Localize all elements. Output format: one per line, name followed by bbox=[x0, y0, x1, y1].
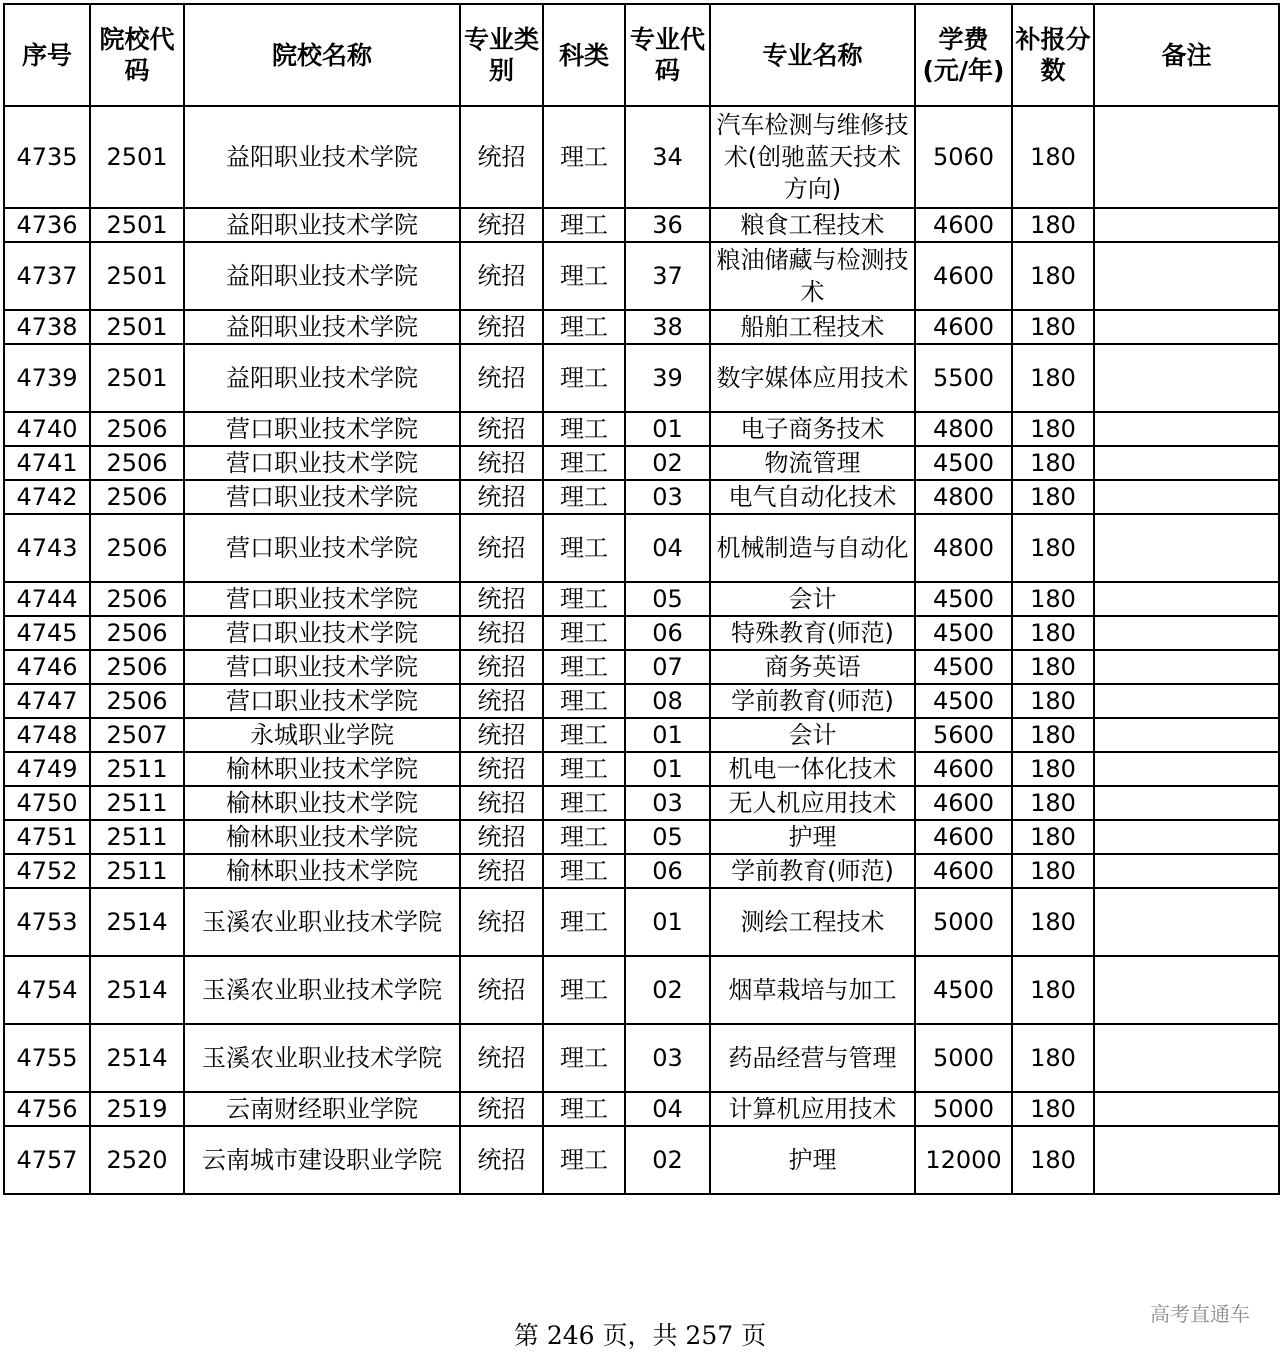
cell-tuition: 4500 bbox=[915, 684, 1012, 718]
cell-score: 180 bbox=[1012, 718, 1094, 752]
header-remarks: 备注 bbox=[1094, 4, 1279, 106]
cell-school-code: 2511 bbox=[90, 854, 184, 888]
cell-remarks bbox=[1094, 1126, 1279, 1194]
cell-major-code: 01 bbox=[625, 888, 710, 956]
cell-remarks bbox=[1094, 514, 1279, 582]
cell-major-code: 06 bbox=[625, 854, 710, 888]
cell-remarks bbox=[1094, 718, 1279, 752]
cell-tuition: 5000 bbox=[915, 1092, 1012, 1126]
cell-tuition: 12000 bbox=[915, 1126, 1012, 1194]
cell-major-name: 粮油储藏与检测技术 bbox=[710, 242, 915, 310]
table-row bbox=[4, 888, 1279, 956]
cell-school-code: 2506 bbox=[90, 480, 184, 514]
cell-index: 4754 bbox=[4, 956, 90, 1024]
table-row bbox=[4, 412, 1279, 446]
table-row bbox=[4, 1024, 1279, 1092]
cell-school-name: 营口职业技术学院 bbox=[184, 412, 460, 446]
cell-major-code: 01 bbox=[625, 718, 710, 752]
cell-subject: 理工 bbox=[543, 514, 625, 582]
cell-subject: 理工 bbox=[543, 106, 625, 208]
cell-subject: 理工 bbox=[543, 242, 625, 310]
cell-tuition: 4500 bbox=[915, 616, 1012, 650]
cell-subject: 理工 bbox=[543, 208, 625, 242]
cell-subject: 理工 bbox=[543, 650, 625, 684]
cell-major-name: 物流管理 bbox=[710, 446, 915, 480]
cell-index: 4742 bbox=[4, 480, 90, 514]
cell-index: 4739 bbox=[4, 344, 90, 412]
cell-subject: 理工 bbox=[543, 446, 625, 480]
cell-subject: 理工 bbox=[543, 344, 625, 412]
cell-school-code: 2511 bbox=[90, 786, 184, 820]
header-major-code: 专业代码 bbox=[625, 4, 710, 106]
cell-major-type: 统招 bbox=[460, 480, 543, 514]
cell-major-name: 机电一体化技术 bbox=[710, 752, 915, 786]
table-row bbox=[4, 854, 1279, 888]
cell-index: 4735 bbox=[4, 106, 90, 208]
cell-score: 180 bbox=[1012, 480, 1094, 514]
cell-score: 180 bbox=[1012, 888, 1094, 956]
cell-score: 180 bbox=[1012, 956, 1094, 1024]
cell-school-code: 2506 bbox=[90, 446, 184, 480]
cell-school-code: 2514 bbox=[90, 888, 184, 956]
table-row bbox=[4, 718, 1279, 752]
cell-score: 180 bbox=[1012, 616, 1094, 650]
cell-index: 4750 bbox=[4, 786, 90, 820]
cell-major-code: 38 bbox=[625, 310, 710, 344]
cell-subject: 理工 bbox=[543, 888, 625, 956]
cell-major-type: 统招 bbox=[460, 854, 543, 888]
cell-remarks bbox=[1094, 752, 1279, 786]
cell-major-code: 04 bbox=[625, 514, 710, 582]
cell-major-type: 统招 bbox=[460, 888, 543, 956]
cell-school-code: 2511 bbox=[90, 752, 184, 786]
cell-school-code: 2501 bbox=[90, 208, 184, 242]
cell-tuition: 4600 bbox=[915, 752, 1012, 786]
cell-remarks bbox=[1094, 242, 1279, 310]
table-row bbox=[4, 616, 1279, 650]
cell-remarks bbox=[1094, 786, 1279, 820]
cell-major-type: 统招 bbox=[460, 616, 543, 650]
cell-major-type: 统招 bbox=[460, 1024, 543, 1092]
watermark: 高考直通车 bbox=[1150, 1302, 1250, 1326]
cell-subject: 理工 bbox=[543, 310, 625, 344]
cell-major-code: 37 bbox=[625, 242, 710, 310]
cell-major-type: 统招 bbox=[460, 820, 543, 854]
cell-major-type: 统招 bbox=[460, 106, 543, 208]
cell-remarks bbox=[1094, 684, 1279, 718]
cell-school-name: 玉溪农业职业技术学院 bbox=[184, 888, 460, 956]
cell-tuition: 5000 bbox=[915, 1024, 1012, 1092]
cell-school-code: 2506 bbox=[90, 684, 184, 718]
cell-tuition: 4600 bbox=[915, 786, 1012, 820]
cell-major-name: 护理 bbox=[710, 1126, 915, 1194]
cell-major-type: 统招 bbox=[460, 310, 543, 344]
cell-index: 4740 bbox=[4, 412, 90, 446]
cell-major-type: 统招 bbox=[460, 956, 543, 1024]
cell-major-code: 03 bbox=[625, 786, 710, 820]
cell-major-code: 07 bbox=[625, 650, 710, 684]
cell-index: 4749 bbox=[4, 752, 90, 786]
header-major-type: 专业类别 bbox=[460, 4, 543, 106]
cell-major-type: 统招 bbox=[460, 786, 543, 820]
cell-tuition: 4600 bbox=[915, 242, 1012, 310]
cell-index: 4752 bbox=[4, 854, 90, 888]
cell-tuition: 4600 bbox=[915, 310, 1012, 344]
cell-school-code: 2506 bbox=[90, 514, 184, 582]
table-row bbox=[4, 1092, 1279, 1126]
cell-subject: 理工 bbox=[543, 956, 625, 1024]
cell-major-name: 学前教育(师范) bbox=[710, 684, 915, 718]
cell-tuition: 5500 bbox=[915, 344, 1012, 412]
cell-major-name: 电气自动化技术 bbox=[710, 480, 915, 514]
cell-remarks bbox=[1094, 888, 1279, 956]
table-row bbox=[4, 310, 1279, 344]
header-subject: 科类 bbox=[543, 4, 625, 106]
cell-school-code: 2506 bbox=[90, 650, 184, 684]
cell-score: 180 bbox=[1012, 820, 1094, 854]
cell-major-type: 统招 bbox=[460, 752, 543, 786]
cell-major-code: 04 bbox=[625, 1092, 710, 1126]
cell-school-code: 2514 bbox=[90, 956, 184, 1024]
cell-school-name: 益阳职业技术学院 bbox=[184, 242, 460, 310]
cell-major-type: 统招 bbox=[460, 1092, 543, 1126]
cell-major-name: 船舶工程技术 bbox=[710, 310, 915, 344]
cell-school-name: 营口职业技术学院 bbox=[184, 650, 460, 684]
table-row bbox=[4, 208, 1279, 242]
cell-school-code: 2506 bbox=[90, 616, 184, 650]
cell-major-name: 测绘工程技术 bbox=[710, 888, 915, 956]
cell-subject: 理工 bbox=[543, 854, 625, 888]
cell-school-name: 营口职业技术学院 bbox=[184, 582, 460, 616]
cell-remarks bbox=[1094, 854, 1279, 888]
header-score: 补报分数 bbox=[1012, 4, 1094, 106]
cell-school-name: 永城职业学院 bbox=[184, 718, 460, 752]
header-major-name: 专业名称 bbox=[710, 4, 915, 106]
cell-major-name: 商务英语 bbox=[710, 650, 915, 684]
cell-major-code: 08 bbox=[625, 684, 710, 718]
cell-school-name: 榆林职业技术学院 bbox=[184, 752, 460, 786]
cell-index: 4748 bbox=[4, 718, 90, 752]
cell-major-code: 03 bbox=[625, 1024, 710, 1092]
cell-school-name: 云南城市建设职业学院 bbox=[184, 1126, 460, 1194]
table-row bbox=[4, 242, 1279, 310]
cell-score: 180 bbox=[1012, 752, 1094, 786]
cell-score: 180 bbox=[1012, 1092, 1094, 1126]
cell-score: 180 bbox=[1012, 582, 1094, 616]
cell-major-name: 学前教育(师范) bbox=[710, 854, 915, 888]
table-row bbox=[4, 344, 1279, 412]
cell-major-type: 统招 bbox=[460, 650, 543, 684]
cell-index: 4745 bbox=[4, 616, 90, 650]
page-footer: 第 246 页，共 257 页 bbox=[513, 1321, 767, 1350]
cell-index: 4751 bbox=[4, 820, 90, 854]
cell-major-type: 统招 bbox=[460, 412, 543, 446]
table-row bbox=[4, 684, 1279, 718]
cell-major-name: 会计 bbox=[710, 582, 915, 616]
cell-school-name: 榆林职业技术学院 bbox=[184, 786, 460, 820]
cell-school-code: 2506 bbox=[90, 412, 184, 446]
cell-major-name: 会计 bbox=[710, 718, 915, 752]
cell-index: 4738 bbox=[4, 310, 90, 344]
cell-school-code: 2501 bbox=[90, 106, 184, 208]
cell-remarks bbox=[1094, 310, 1279, 344]
cell-remarks bbox=[1094, 1092, 1279, 1126]
cell-major-type: 统招 bbox=[460, 514, 543, 582]
cell-school-name: 营口职业技术学院 bbox=[184, 446, 460, 480]
cell-major-type: 统招 bbox=[460, 242, 543, 310]
cell-tuition: 4600 bbox=[915, 820, 1012, 854]
cell-remarks bbox=[1094, 208, 1279, 242]
cell-school-name: 玉溪农业职业技术学院 bbox=[184, 1024, 460, 1092]
cell-index: 4755 bbox=[4, 1024, 90, 1092]
cell-index: 4756 bbox=[4, 1092, 90, 1126]
cell-major-name: 无人机应用技术 bbox=[710, 786, 915, 820]
cell-index: 4741 bbox=[4, 446, 90, 480]
cell-remarks bbox=[1094, 412, 1279, 446]
cell-major-type: 统招 bbox=[460, 344, 543, 412]
cell-major-code: 02 bbox=[625, 446, 710, 480]
cell-subject: 理工 bbox=[543, 718, 625, 752]
cell-remarks bbox=[1094, 820, 1279, 854]
header-tuition: 学费(元/年) bbox=[915, 4, 1012, 106]
cell-school-code: 2511 bbox=[90, 820, 184, 854]
cell-score: 180 bbox=[1012, 446, 1094, 480]
cell-major-code: 05 bbox=[625, 820, 710, 854]
cell-score: 180 bbox=[1012, 344, 1094, 412]
cell-major-name: 汽车检测与维修技术(创驰蓝天技术方向) bbox=[710, 106, 915, 208]
cell-remarks bbox=[1094, 1024, 1279, 1092]
cell-major-code: 34 bbox=[625, 106, 710, 208]
cell-school-code: 2520 bbox=[90, 1126, 184, 1194]
cell-score: 180 bbox=[1012, 310, 1094, 344]
cell-remarks bbox=[1094, 650, 1279, 684]
cell-major-code: 06 bbox=[625, 616, 710, 650]
cell-index: 4743 bbox=[4, 514, 90, 582]
cell-tuition: 5600 bbox=[915, 718, 1012, 752]
cell-school-name: 营口职业技术学院 bbox=[184, 616, 460, 650]
cell-school-name: 玉溪农业职业技术学院 bbox=[184, 956, 460, 1024]
cell-major-name: 数字媒体应用技术 bbox=[710, 344, 915, 412]
cell-index: 4746 bbox=[4, 650, 90, 684]
cell-major-code: 39 bbox=[625, 344, 710, 412]
cell-index: 4747 bbox=[4, 684, 90, 718]
cell-school-name: 益阳职业技术学院 bbox=[184, 106, 460, 208]
cell-major-name: 护理 bbox=[710, 820, 915, 854]
cell-tuition: 4500 bbox=[915, 446, 1012, 480]
cell-school-code: 2501 bbox=[90, 242, 184, 310]
cell-school-name: 榆林职业技术学院 bbox=[184, 854, 460, 888]
table-row bbox=[4, 956, 1279, 1024]
cell-index: 4737 bbox=[4, 242, 90, 310]
cell-score: 180 bbox=[1012, 786, 1094, 820]
table-row bbox=[4, 106, 1279, 208]
cell-school-name: 益阳职业技术学院 bbox=[184, 344, 460, 412]
table-row bbox=[4, 1126, 1279, 1194]
cell-score: 180 bbox=[1012, 106, 1094, 208]
cell-tuition: 5060 bbox=[915, 106, 1012, 208]
cell-school-code: 2501 bbox=[90, 344, 184, 412]
cell-major-name: 烟草栽培与加工 bbox=[710, 956, 915, 1024]
cell-score: 180 bbox=[1012, 412, 1094, 446]
cell-school-name: 营口职业技术学院 bbox=[184, 514, 460, 582]
cell-tuition: 4800 bbox=[915, 514, 1012, 582]
cell-major-code: 02 bbox=[625, 956, 710, 1024]
cell-major-type: 统招 bbox=[460, 718, 543, 752]
table-row bbox=[4, 514, 1279, 582]
cell-index: 4757 bbox=[4, 1126, 90, 1194]
table-row bbox=[4, 786, 1279, 820]
cell-remarks bbox=[1094, 616, 1279, 650]
cell-school-name: 营口职业技术学院 bbox=[184, 684, 460, 718]
cell-school-name: 益阳职业技术学院 bbox=[184, 310, 460, 344]
cell-school-code: 2519 bbox=[90, 1092, 184, 1126]
cell-score: 180 bbox=[1012, 514, 1094, 582]
cell-score: 180 bbox=[1012, 242, 1094, 310]
cell-tuition: 4800 bbox=[915, 480, 1012, 514]
cell-subject: 理工 bbox=[543, 412, 625, 446]
cell-remarks bbox=[1094, 480, 1279, 514]
cell-school-code: 2514 bbox=[90, 1024, 184, 1092]
cell-major-type: 统招 bbox=[460, 684, 543, 718]
cell-subject: 理工 bbox=[543, 786, 625, 820]
cell-school-name: 云南财经职业学院 bbox=[184, 1092, 460, 1126]
cell-score: 180 bbox=[1012, 1126, 1094, 1194]
cell-subject: 理工 bbox=[543, 616, 625, 650]
cell-remarks bbox=[1094, 344, 1279, 412]
table-row bbox=[4, 446, 1279, 480]
cell-tuition: 4500 bbox=[915, 956, 1012, 1024]
cell-major-type: 统招 bbox=[460, 208, 543, 242]
cell-school-code: 2501 bbox=[90, 310, 184, 344]
header-school-code: 院校代码 bbox=[90, 4, 184, 106]
cell-subject: 理工 bbox=[543, 820, 625, 854]
cell-tuition: 4600 bbox=[915, 208, 1012, 242]
cell-major-name: 特殊教育(师范) bbox=[710, 616, 915, 650]
cell-remarks bbox=[1094, 582, 1279, 616]
cell-school-code: 2506 bbox=[90, 582, 184, 616]
cell-tuition: 5000 bbox=[915, 888, 1012, 956]
cell-major-code: 36 bbox=[625, 208, 710, 242]
cell-remarks bbox=[1094, 446, 1279, 480]
cell-major-name: 电子商务技术 bbox=[710, 412, 915, 446]
cell-major-name: 计算机应用技术 bbox=[710, 1092, 915, 1126]
table-body bbox=[4, 106, 1279, 1194]
cell-score: 180 bbox=[1012, 1024, 1094, 1092]
header-index: 序号 bbox=[4, 4, 90, 106]
table-row bbox=[4, 820, 1279, 854]
cell-major-type: 统招 bbox=[460, 1126, 543, 1194]
cell-major-code: 05 bbox=[625, 582, 710, 616]
cell-index: 4744 bbox=[4, 582, 90, 616]
header-school-name: 院校名称 bbox=[184, 4, 460, 106]
table-row bbox=[4, 582, 1279, 616]
cell-tuition: 4500 bbox=[915, 582, 1012, 616]
cell-subject: 理工 bbox=[543, 1126, 625, 1194]
cell-major-code: 02 bbox=[625, 1126, 710, 1194]
cell-tuition: 4800 bbox=[915, 412, 1012, 446]
cell-subject: 理工 bbox=[543, 582, 625, 616]
cell-school-name: 营口职业技术学院 bbox=[184, 480, 460, 514]
cell-major-name: 机械制造与自动化 bbox=[710, 514, 915, 582]
cell-index: 4736 bbox=[4, 208, 90, 242]
cell-major-code: 01 bbox=[625, 752, 710, 786]
cell-subject: 理工 bbox=[543, 1024, 625, 1092]
cell-major-code: 03 bbox=[625, 480, 710, 514]
cell-major-name: 粮食工程技术 bbox=[710, 208, 915, 242]
cell-school-code: 2507 bbox=[90, 718, 184, 752]
cell-school-name: 榆林职业技术学院 bbox=[184, 820, 460, 854]
cell-score: 180 bbox=[1012, 854, 1094, 888]
cell-remarks bbox=[1094, 956, 1279, 1024]
cell-major-code: 01 bbox=[625, 412, 710, 446]
cell-major-type: 统招 bbox=[460, 582, 543, 616]
table-row bbox=[4, 650, 1279, 684]
cell-major-type: 统招 bbox=[460, 446, 543, 480]
table-header-row bbox=[4, 4, 1279, 106]
cell-index: 4753 bbox=[4, 888, 90, 956]
cell-score: 180 bbox=[1012, 650, 1094, 684]
cell-tuition: 4600 bbox=[915, 854, 1012, 888]
cell-subject: 理工 bbox=[543, 752, 625, 786]
cell-remarks bbox=[1094, 106, 1279, 208]
cell-tuition: 4500 bbox=[915, 650, 1012, 684]
cell-school-name: 益阳职业技术学院 bbox=[184, 208, 460, 242]
admission-table bbox=[3, 3, 1280, 1195]
cell-score: 180 bbox=[1012, 684, 1094, 718]
cell-subject: 理工 bbox=[543, 1092, 625, 1126]
cell-subject: 理工 bbox=[543, 480, 625, 514]
table-row bbox=[4, 480, 1279, 514]
cell-major-name: 药品经营与管理 bbox=[710, 1024, 915, 1092]
cell-subject: 理工 bbox=[543, 684, 625, 718]
table-row bbox=[4, 752, 1279, 786]
cell-score: 180 bbox=[1012, 208, 1094, 242]
